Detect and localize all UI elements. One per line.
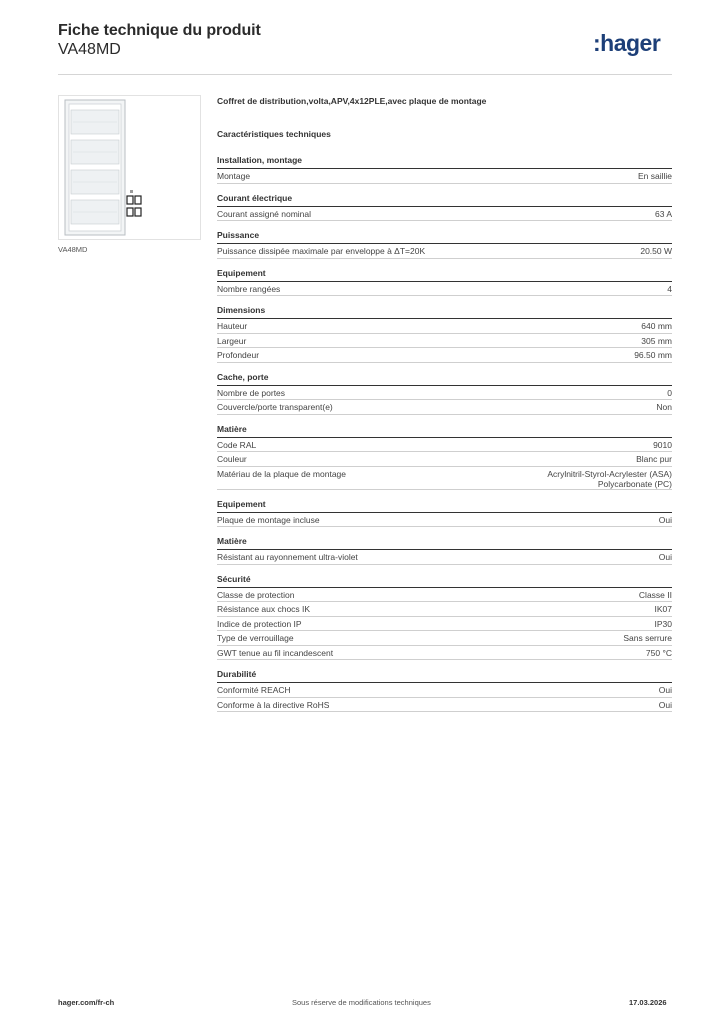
page-title: Fiche technique du produit (58, 22, 261, 39)
spec-value-line: Oui (658, 699, 672, 710)
spec-row (217, 386, 672, 401)
spec-value-line: 750 °C (645, 647, 672, 658)
spec-row (217, 588, 672, 603)
spec-value (655, 209, 672, 219)
spec-row (217, 550, 672, 565)
spec-label: Nombre de portes (217, 387, 286, 398)
section-title: Installation, montage (217, 155, 672, 169)
spec-row (217, 334, 672, 349)
spec-sections (217, 155, 672, 712)
spec-value (547, 469, 672, 489)
spec-row (217, 348, 672, 363)
product-description: Coffret de distribution,volta,APV,4x12PLE,avec plaque de montage (217, 96, 487, 106)
spec-value-line: Sans serrure (623, 633, 672, 643)
spec-row (217, 467, 672, 490)
spec-label: Couleur (217, 454, 247, 464)
spec-label: Puissance dissipée maximale par enveloppe à ΔT=20K (217, 246, 426, 256)
spec-value (641, 321, 672, 331)
spec-section (217, 536, 672, 565)
spec-label: Hauteur (217, 321, 248, 331)
spec-row (217, 244, 672, 259)
spec-row (217, 452, 672, 467)
spec-value (636, 454, 672, 464)
spec-value-line: Polycarbonate (PC) (597, 478, 672, 489)
spec-label: Type de verrouillage (217, 633, 294, 643)
spec-value (655, 604, 673, 614)
spec-label: Classe de protection (217, 589, 295, 600)
header-divider (58, 74, 672, 75)
spec-value-line: 640 mm (641, 321, 672, 331)
spec-row (217, 683, 672, 698)
spec-row (217, 617, 672, 632)
product-image (58, 95, 201, 240)
spec-label: Code RAL (217, 439, 257, 450)
spec-value (634, 350, 672, 360)
spec-value-line: Classe II (638, 589, 672, 600)
spec-label: Indice de protection IP (217, 618, 302, 629)
spec-value-line: Oui (658, 685, 672, 695)
spec-value-line: 63 A (654, 208, 672, 219)
spec-value-line: 96.50 mm (634, 350, 672, 360)
spec-value (659, 685, 672, 695)
spec-value (655, 619, 673, 629)
spec-value (667, 284, 672, 294)
spec-section (217, 155, 672, 184)
spec-row (217, 169, 672, 184)
footer-website: hager.com/fr-ch (58, 998, 115, 1007)
distribution-box-illustration (59, 96, 202, 241)
spec-row (217, 319, 672, 334)
spec-label: Conformité REACH (217, 685, 291, 695)
spec-value (659, 552, 672, 562)
section-title: Cache, porte (217, 372, 672, 386)
spec-value-line: IP30 (654, 618, 672, 629)
spec-section (217, 372, 672, 415)
spec-row (217, 698, 672, 713)
spec-section (217, 230, 672, 259)
spec-value (646, 648, 672, 658)
spec-value (659, 515, 672, 525)
section-title: Matière (217, 536, 672, 550)
section-title: Sécurité (217, 574, 672, 588)
section-title: Durabilité (217, 669, 672, 683)
spec-label: Matériau de la plaque de montage (217, 468, 347, 479)
spec-label: Courant assigné nominal (217, 208, 312, 219)
spec-label: Plaque de montage incluse (217, 514, 320, 525)
spec-row (217, 400, 672, 415)
spec-row (217, 602, 672, 617)
spec-label: Montage (217, 171, 251, 181)
spec-value (639, 590, 672, 600)
product-reference: VA48MD (58, 41, 121, 58)
spec-section (217, 499, 672, 528)
spec-label: Résistant au rayonnement ultra-violet (217, 552, 358, 562)
spec-value (623, 633, 672, 643)
spec-label: Nombre rangées (217, 283, 281, 294)
hager-logo: :hager (593, 30, 661, 56)
spec-section (217, 574, 672, 661)
section-title: Equipement (217, 268, 672, 282)
spec-row (217, 646, 672, 661)
spec-value-line: 4 (667, 283, 672, 294)
spec-label: Largeur (217, 335, 247, 346)
spec-value-line: Acrylnitril-Styrol-Acrylester (ASA) (547, 468, 672, 479)
spec-value (640, 246, 672, 256)
spec-value (656, 402, 672, 412)
spec-value-line: 0 (667, 387, 672, 398)
footer-disclaimer: Sous réserve de modifications techniques (292, 998, 431, 1007)
section-title: Matière (217, 424, 672, 438)
spec-section (217, 424, 672, 490)
section-title: Puissance (217, 230, 672, 244)
spec-value-line: 20.50 W (640, 246, 672, 256)
spec-value-line: Oui (658, 514, 672, 525)
spec-value-line: Oui (658, 552, 672, 562)
spec-label: Profondeur (217, 350, 260, 360)
spec-label: Conforme à la directive RoHS (217, 699, 330, 710)
spec-row (217, 438, 672, 453)
spec-value-line: IK07 (654, 604, 672, 614)
tech-characteristics-heading: Caractéristiques techniques (217, 129, 331, 139)
spec-label: Résistance aux chocs IK (217, 604, 311, 614)
content-column (217, 96, 672, 721)
product-image-caption: VA48MD (58, 245, 88, 254)
spec-value-line: 305 mm (641, 335, 672, 346)
spec-section (217, 669, 672, 712)
section-title: Courant électrique (217, 193, 672, 207)
spec-value (638, 171, 672, 181)
spec-value (667, 388, 672, 398)
section-title: Equipement (217, 499, 672, 513)
spec-value (641, 336, 672, 346)
spec-section (217, 268, 672, 297)
spec-section (217, 305, 672, 363)
spec-value-line: 9010 (653, 439, 672, 450)
footer-date: 17.03.2026 (629, 998, 667, 1007)
spec-section (217, 193, 672, 222)
spec-row (217, 513, 672, 528)
spec-value-line: En saillie (637, 171, 672, 181)
section-title: Dimensions (217, 305, 672, 319)
spec-row (217, 282, 672, 297)
spec-row (217, 207, 672, 222)
spec-label: GWT tenue au fil incandescent (217, 647, 334, 658)
spec-row (217, 631, 672, 646)
spec-value-line: Non (656, 402, 672, 412)
spec-value-line: Blanc pur (636, 454, 672, 464)
spec-value (659, 700, 672, 710)
spec-label: Couvercle/porte transparent(e) (217, 402, 333, 412)
spec-value (653, 440, 672, 450)
